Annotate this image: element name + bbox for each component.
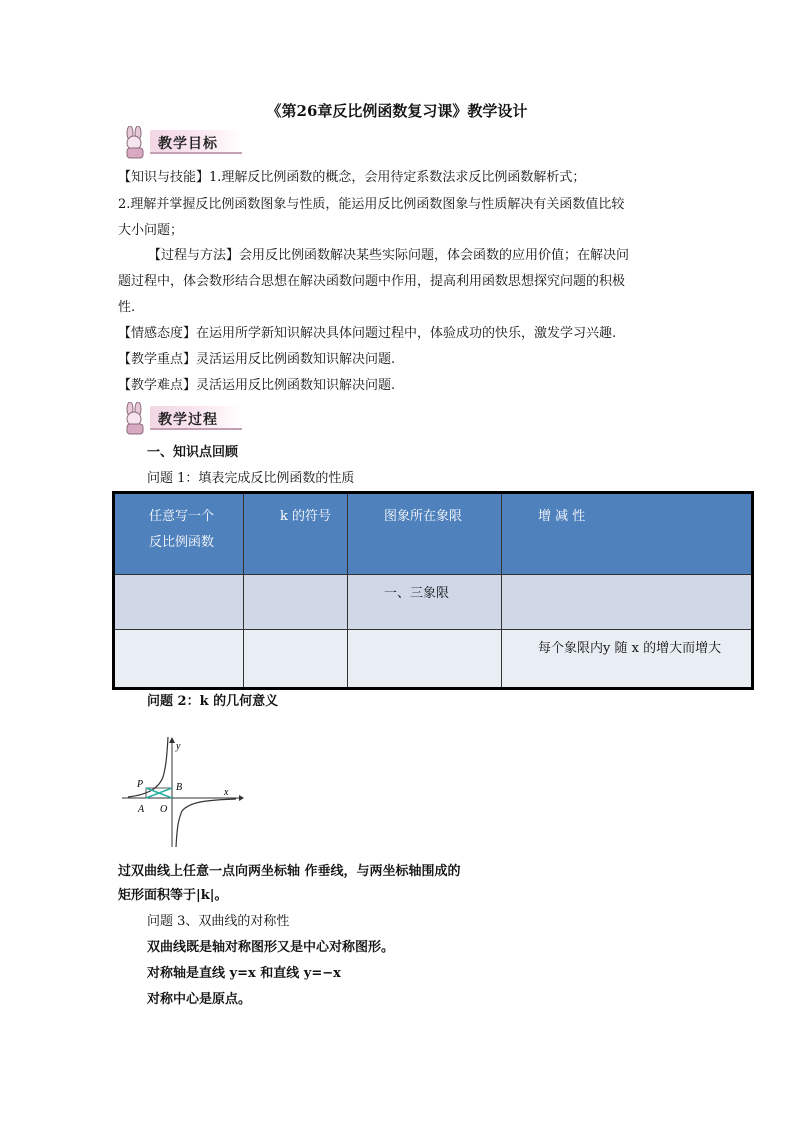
table-cell[interactable] bbox=[348, 575, 502, 630]
knowledge-line1 bbox=[118, 164, 758, 191]
header-cell bbox=[244, 493, 348, 575]
origin-label: O bbox=[160, 804, 168, 815]
header-text: 反比例函数 bbox=[149, 535, 215, 550]
cell-text: 每个象限内y 随 x 的增大而增大 bbox=[538, 641, 722, 656]
key-tag: 【教学重点】 bbox=[118, 352, 197, 367]
table-cell[interactable] bbox=[502, 630, 753, 689]
explanation-line1: 过双曲线上任意一点向两坐标轴 作垂线，与两坐标轴围成的 bbox=[118, 864, 461, 879]
knowledge-line2: 2.理解并掌握反比例函数图象与性质，能运用反比例函数图象与性质解决有关函数值比较 bbox=[118, 197, 625, 212]
objectives-banner bbox=[118, 126, 242, 160]
knowledge-text: 1.理解反比例函数的概念，会用待定系数法求反比例函数解析式； bbox=[209, 170, 586, 185]
header-cell bbox=[502, 493, 753, 575]
y-label: y bbox=[176, 741, 181, 752]
hyperbola-branch-right bbox=[176, 799, 236, 847]
question-3: 问题 3、双曲线的对称性 bbox=[147, 914, 290, 929]
header-cell bbox=[114, 493, 244, 575]
attitude-tag: 【情感态度】 bbox=[118, 326, 197, 341]
page-title: 《第26章反比例函数复习课》教学设计 bbox=[266, 102, 528, 120]
attitude-line bbox=[118, 320, 758, 347]
cell-text: 一、三象限 bbox=[384, 586, 450, 601]
process-banner-label: 教学过程 bbox=[158, 412, 218, 428]
table-cell[interactable] bbox=[114, 630, 244, 689]
x-axis-arrow bbox=[239, 795, 244, 801]
header-text: k 的符号 bbox=[280, 509, 332, 524]
table-cell[interactable] bbox=[502, 575, 753, 630]
explanation-line2: 矩形面积等于|k|。 bbox=[118, 888, 228, 903]
table-cell[interactable] bbox=[114, 575, 244, 630]
symmetry-line2: 对称轴是直线 y=x 和直线 y=−x bbox=[147, 966, 341, 981]
header-cell bbox=[348, 493, 502, 575]
header-text: 增 减 性 bbox=[538, 509, 586, 524]
difficulty-text: 灵活运用反比例函数知识解决问题. bbox=[196, 378, 396, 393]
process-line1 bbox=[148, 242, 768, 269]
section-heading: 一、知识点回顾 bbox=[147, 445, 239, 460]
hyperbola-graph bbox=[120, 725, 244, 849]
key-text: 灵活运用反比例函数知识解决问题. bbox=[196, 352, 396, 367]
bunny-icon bbox=[118, 126, 158, 160]
bunny-icon bbox=[118, 402, 158, 436]
process-line3: 性. bbox=[118, 300, 136, 315]
table-cell[interactable] bbox=[244, 575, 348, 630]
table-row bbox=[114, 630, 753, 689]
difficulty-tag: 【教学难点】 bbox=[118, 378, 197, 393]
difficulty-line bbox=[118, 372, 758, 399]
symmetry-line1: 双曲线既是轴对称图形又是中心对称图形。 bbox=[147, 940, 395, 955]
point-b-label: B bbox=[176, 782, 183, 793]
process-tag: 【过程与方法】 bbox=[148, 248, 240, 263]
process-banner bbox=[118, 402, 242, 436]
process-line2: 题过程中，体会数形结合思想在解决函数问题中作用，提高利用函数思想探究问题的积极 bbox=[118, 274, 626, 289]
process-text: 会用反比例函数解决某些实际问题，体会函数的应用价值；在解决问 bbox=[239, 248, 630, 263]
question-1: 问题 1：填表完成反比例函数的性质 bbox=[147, 471, 355, 486]
key-line bbox=[118, 346, 758, 373]
point-p-label: P bbox=[137, 779, 144, 790]
objectives-banner-label: 教学目标 bbox=[158, 136, 218, 152]
question-2: 问题 2：k 的几何意义 bbox=[147, 694, 279, 709]
x-label: x bbox=[224, 787, 229, 798]
header-text: 任意写一个 bbox=[149, 509, 215, 524]
point-a-label: A bbox=[138, 804, 145, 815]
y-axis-arrow bbox=[169, 737, 175, 743]
knowledge-tag: 【知识与技能】 bbox=[118, 170, 210, 185]
header-text: 图象所在象限 bbox=[384, 509, 463, 524]
table-cell[interactable] bbox=[244, 630, 348, 689]
table-header-row bbox=[114, 493, 753, 575]
symmetry-line3: 对称中心是原点。 bbox=[147, 992, 252, 1007]
table-row bbox=[114, 575, 753, 630]
knowledge-line3: 大小问题； bbox=[118, 223, 184, 238]
attitude-text: 在运用所学新知识解决具体问题过程中，体验成功的快乐，激发学习兴趣. bbox=[196, 326, 617, 341]
properties-table bbox=[112, 491, 754, 690]
table-cell[interactable] bbox=[348, 630, 502, 689]
